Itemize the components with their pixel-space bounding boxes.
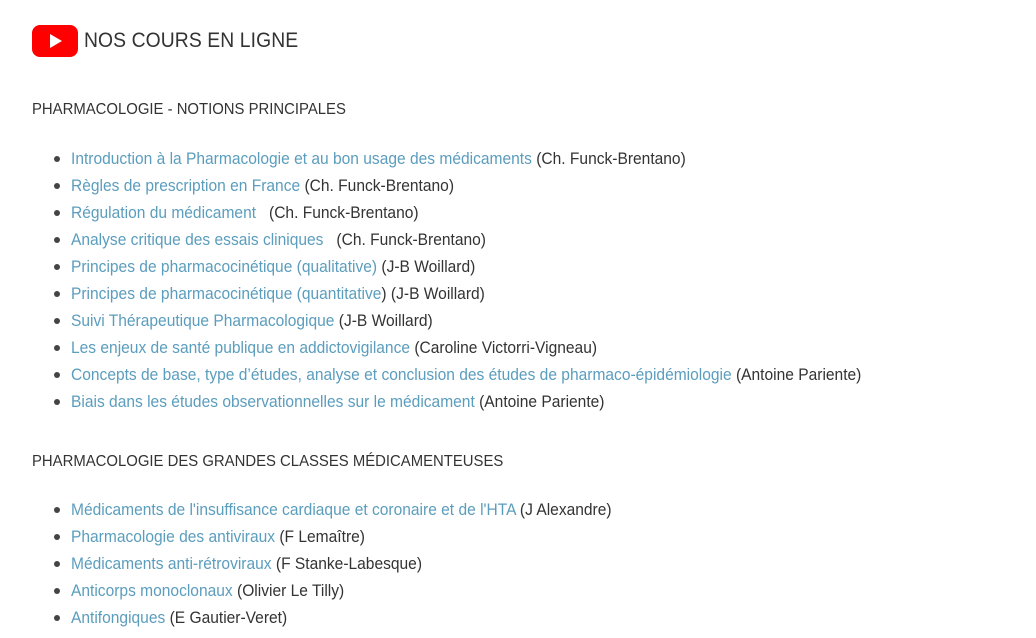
section-heading-notions: PHARMACOLOGIE - NOTIONS PRINCIPALES bbox=[32, 101, 346, 118]
course-author: (J Alexandre) bbox=[515, 500, 612, 519]
course-link[interactable]: Médicaments de l'insuffisance cardiaque et coronaire et de l'HTA bbox=[71, 500, 516, 519]
course-list-classes bbox=[52, 496, 662, 631]
course-link[interactable]: Médicaments anti-rétroviraux bbox=[71, 554, 272, 573]
course-link[interactable]: Anticorps monoclonaux bbox=[71, 581, 233, 600]
list-item bbox=[52, 199, 935, 226]
course-author: (Caroline Victorri-Vigneau) bbox=[410, 338, 598, 357]
bullet bbox=[54, 237, 60, 243]
bullet bbox=[54, 345, 60, 351]
course-author: (Ch. Funck-Brentano) bbox=[531, 149, 686, 168]
course-list-notions bbox=[52, 145, 935, 415]
bullet bbox=[54, 588, 60, 594]
course-link[interactable]: Concepts de base, type d’études, analyse et conclusion des études de pharmaco-épidémiologie bbox=[71, 365, 732, 384]
list-item bbox=[52, 280, 935, 307]
course-link[interactable]: Règles de prescription en France bbox=[71, 176, 301, 195]
course-link[interactable]: Principes de pharmacocinétique (quantitative bbox=[71, 284, 382, 303]
bullet bbox=[54, 399, 60, 405]
list-item bbox=[52, 577, 662, 604]
course-link[interactable]: Biais dans les études observationnelles sur le médicament bbox=[71, 392, 475, 411]
list-item bbox=[52, 226, 935, 253]
bullet bbox=[54, 615, 60, 621]
course-author: (F Lemaître) bbox=[275, 527, 365, 546]
bullet bbox=[54, 291, 60, 297]
course-link[interactable]: Les enjeux de santé publique en addictovigilance bbox=[71, 338, 411, 357]
course-author: (E Gautier-Veret) bbox=[165, 608, 288, 627]
list-item bbox=[52, 604, 662, 631]
list-item bbox=[52, 253, 935, 280]
course-author: (Olivier Le Tilly) bbox=[232, 581, 345, 600]
course-author: (Antoine Pariente) bbox=[474, 392, 605, 411]
list-item bbox=[52, 388, 935, 415]
course-author: ) (J-B Woillard) bbox=[381, 284, 485, 303]
bullet bbox=[54, 264, 60, 270]
list-item bbox=[52, 496, 662, 523]
list-item bbox=[52, 307, 935, 334]
course-author: (F Stanke-Labesque) bbox=[271, 554, 423, 573]
bullet bbox=[54, 318, 60, 324]
section-heading-classes: PHARMACOLOGIE DES GRANDES CLASSES MÉDICAMENTEUSES bbox=[32, 453, 504, 470]
course-link[interactable]: Régulation du médicament bbox=[71, 203, 257, 222]
course-author: (Ch. Funck-Brentano) bbox=[323, 230, 486, 249]
course-link[interactable]: Introduction à la Pharmacologie et au bon usage des médicaments bbox=[71, 149, 532, 168]
course-link[interactable]: Suivi Thérapeutique Pharmacologique bbox=[71, 311, 335, 330]
bullet bbox=[54, 561, 60, 567]
course-author: (J-B Woillard) bbox=[377, 257, 476, 276]
course-link[interactable]: Principes de pharmacocinétique (qualitative) bbox=[71, 257, 378, 276]
bullet bbox=[54, 210, 60, 216]
course-author: (Ch. Funck-Brentano) bbox=[300, 176, 455, 195]
list-item bbox=[52, 550, 662, 577]
page-title: NOS COURS EN LIGNE bbox=[84, 29, 299, 52]
course-author: (Antoine Pariente) bbox=[731, 365, 862, 384]
bullet bbox=[54, 534, 60, 540]
course-link[interactable]: Pharmacologie des antiviraux bbox=[71, 527, 276, 546]
bullet bbox=[54, 372, 60, 378]
bullet bbox=[54, 183, 60, 189]
list-item bbox=[52, 172, 935, 199]
list-item bbox=[52, 334, 935, 361]
list-item bbox=[52, 361, 935, 388]
list-item bbox=[52, 145, 935, 172]
course-link[interactable]: Antifongiques bbox=[71, 608, 166, 627]
youtube-icon[interactable] bbox=[32, 25, 78, 57]
course-link[interactable]: Analyse critique des essais cliniques bbox=[71, 230, 324, 249]
bullet bbox=[54, 507, 60, 513]
list-item bbox=[52, 523, 662, 550]
course-author: (Ch. Funck-Brentano) bbox=[256, 203, 419, 222]
course-author: (J-B Woillard) bbox=[334, 311, 433, 330]
page-header bbox=[32, 24, 317, 58]
bullet bbox=[54, 156, 60, 162]
